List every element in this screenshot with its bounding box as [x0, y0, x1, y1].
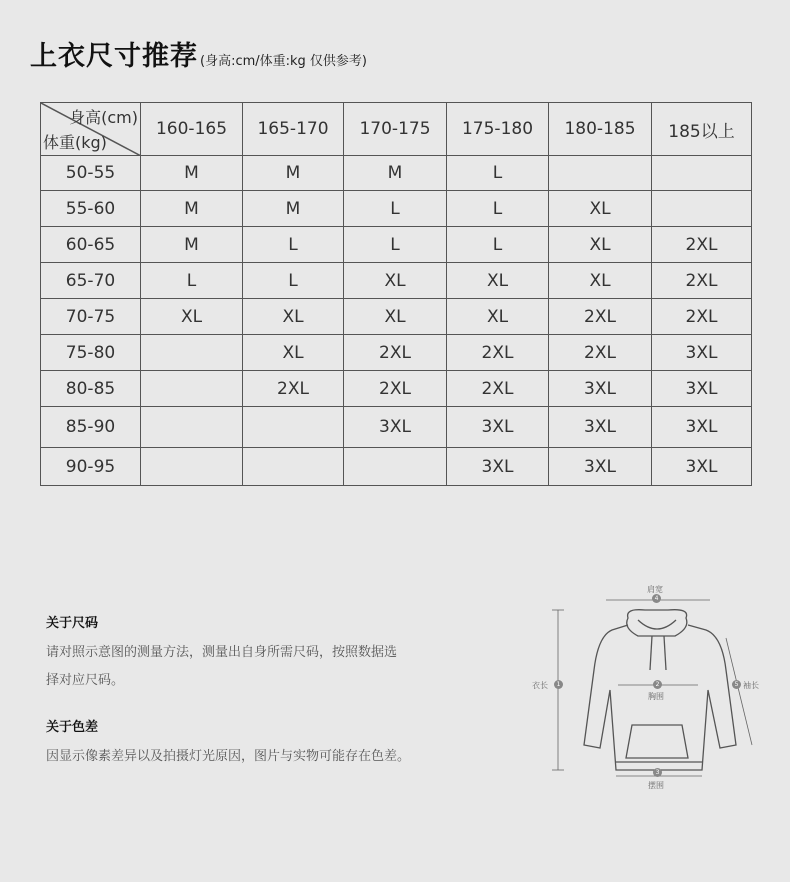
- hem-label: 摆围: [648, 781, 664, 790]
- size-cell: L: [344, 191, 447, 227]
- shoulder-label: 肩宽: [647, 585, 663, 594]
- about-color-heading: 关于色差: [46, 720, 99, 735]
- size-cell: M: [243, 191, 344, 227]
- size-cell: 2XL: [447, 371, 549, 407]
- size-cell: M: [344, 156, 447, 191]
- weight-range-cell: 55-60: [41, 191, 141, 227]
- size-cell: 2XL: [243, 371, 344, 407]
- table-row: [41, 448, 752, 486]
- size-cell: XL: [344, 299, 447, 335]
- table-row: [41, 263, 752, 299]
- weight-range-cell: 85-90: [41, 407, 141, 448]
- about-size-heading: 关于尺码: [46, 616, 99, 631]
- shoulder-marker: 4: [652, 594, 661, 603]
- size-cell: 2XL: [344, 335, 447, 371]
- size-cell: 2XL: [652, 263, 752, 299]
- height-range-header: 170-175: [344, 103, 447, 156]
- about-size-section: [46, 612, 397, 695]
- table-row: [41, 335, 752, 371]
- header-row: [41, 103, 752, 156]
- weight-range-cell: 65-70: [41, 263, 141, 299]
- size-cell: L: [243, 263, 344, 299]
- size-cell: XL: [243, 335, 344, 371]
- chest-marker: 2: [653, 680, 662, 689]
- size-cell: 3XL: [447, 407, 549, 448]
- sleeve-marker: 5: [732, 680, 741, 689]
- size-cell: 3XL: [549, 371, 652, 407]
- size-cell: 3XL: [652, 371, 752, 407]
- size-cell: XL: [549, 227, 652, 263]
- size-cell: [652, 156, 752, 191]
- size-cell: L: [447, 191, 549, 227]
- size-cell: M: [243, 156, 344, 191]
- size-cell: 3XL: [549, 448, 652, 486]
- size-cell: [141, 407, 243, 448]
- hoodie-icon: [530, 580, 770, 800]
- size-cell: 2XL: [344, 371, 447, 407]
- size-cell: 3XL: [652, 407, 752, 448]
- size-cell: 2XL: [447, 335, 549, 371]
- title-subtitle: (身高:cm/体重:kg 仅供参考): [200, 54, 368, 69]
- weight-range-cell: 80-85: [41, 371, 141, 407]
- size-cell: [141, 371, 243, 407]
- size-cell: L: [243, 227, 344, 263]
- about-color-section: [46, 716, 410, 771]
- height-range-header: 185以上: [652, 103, 752, 156]
- size-cell: [141, 448, 243, 486]
- weight-range-cell: 60-65: [41, 227, 141, 263]
- size-cell: 3XL: [652, 448, 752, 486]
- weight-range-cell: 75-80: [41, 335, 141, 371]
- weight-range-cell: 50-55: [41, 156, 141, 191]
- size-cell: [243, 407, 344, 448]
- size-cell: M: [141, 227, 243, 263]
- size-cell: XL: [344, 263, 447, 299]
- size-cell: XL: [141, 299, 243, 335]
- corner-cell: [41, 103, 141, 156]
- height-range-header: 165-170: [243, 103, 344, 156]
- size-cell: [549, 156, 652, 191]
- height-range-header: 180-185: [549, 103, 652, 156]
- size-cell: L: [447, 156, 549, 191]
- measurement-diagram: [530, 580, 770, 800]
- size-cell: [243, 448, 344, 486]
- chest-label: 胸围: [648, 692, 664, 701]
- size-cell: 2XL: [549, 299, 652, 335]
- about-color-line-1: 因显示像素差异以及拍摄灯光原因，图片与实物可能存在色差。: [46, 749, 411, 764]
- height-range-header: 160-165: [141, 103, 243, 156]
- table-row: [41, 299, 752, 335]
- size-cell: XL: [549, 191, 652, 227]
- size-cell: [141, 335, 243, 371]
- page-title: [30, 34, 367, 73]
- size-cell: [344, 448, 447, 486]
- size-cell: 2XL: [652, 299, 752, 335]
- size-cell: 3XL: [344, 407, 447, 448]
- size-cell: M: [141, 191, 243, 227]
- table-row: [41, 371, 752, 407]
- height-range-header: 175-180: [447, 103, 549, 156]
- weight-range-cell: 70-75: [41, 299, 141, 335]
- size-cell: 3XL: [447, 448, 549, 486]
- size-chart-table: [40, 102, 752, 486]
- about-size-line-1: 请对照示意图的测量方法，测量出自身所需尺码，按照数据选: [46, 645, 398, 660]
- size-cell: 3XL: [652, 335, 752, 371]
- size-cell: L: [141, 263, 243, 299]
- size-cell: XL: [243, 299, 344, 335]
- size-cell: 2XL: [652, 227, 752, 263]
- table-row: [41, 156, 752, 191]
- height-axis-label: 身高(cm): [69, 108, 138, 127]
- size-cell: [652, 191, 752, 227]
- weight-range-cell: 90-95: [41, 448, 141, 486]
- weight-axis-label: 体重(kg): [43, 133, 107, 152]
- table-row: [41, 227, 752, 263]
- title-main: 上衣尺寸推荐: [30, 41, 198, 72]
- about-size-line-2: 择对应尺码。: [46, 673, 125, 688]
- length-label: 衣长: [532, 681, 548, 690]
- size-cell: 2XL: [549, 335, 652, 371]
- size-cell: XL: [447, 263, 549, 299]
- table-row: [41, 407, 752, 448]
- size-cell: L: [344, 227, 447, 263]
- size-cell: XL: [447, 299, 549, 335]
- length-marker: 1: [554, 680, 563, 689]
- hem-marker: 3: [653, 768, 662, 777]
- table-row: [41, 191, 752, 227]
- size-cell: M: [141, 156, 243, 191]
- size-cell: 3XL: [549, 407, 652, 448]
- size-cell: XL: [549, 263, 652, 299]
- size-cell: L: [447, 227, 549, 263]
- sleeve-label: 袖长: [743, 681, 759, 690]
